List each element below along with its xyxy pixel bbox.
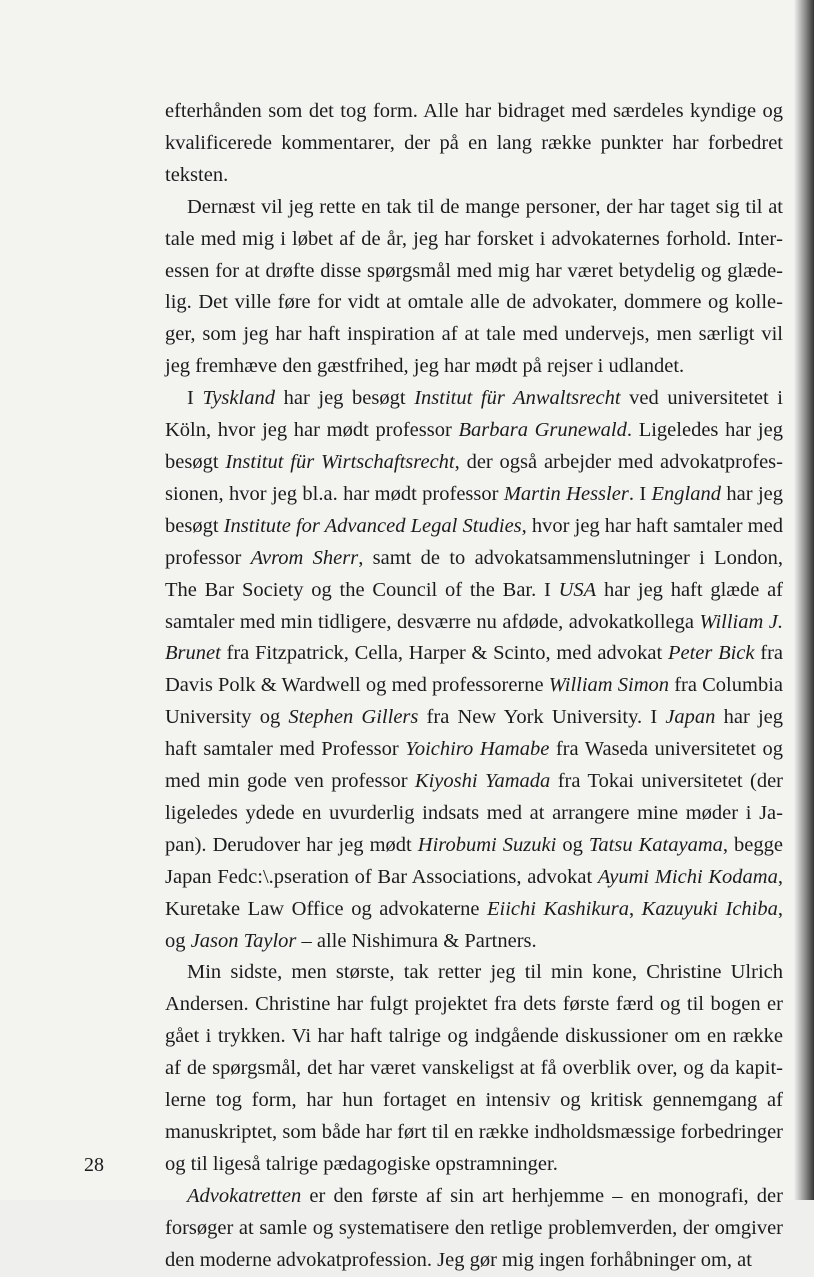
italic-term: Tyskland	[202, 387, 275, 410]
text-run: fra Fitzpatrick, Cella, Harper & Scinto, med advokat	[220, 642, 668, 665]
paragraph-3	[165, 383, 783, 957]
italic-term: Avrom Sherr	[250, 546, 359, 569]
text-run: fra Columbia University og	[165, 674, 783, 729]
text-run: , samt de to advokatsammenslutninger i London, The Bar Society og the Council of the Bar. I	[165, 546, 783, 601]
text-run: har jeg haft glæde af samtaler med min tidligere, desværre nu afdøde, advokatkollega	[165, 578, 783, 633]
text-run: ved universitetet i Köln, hvor jeg har mødt professor	[165, 387, 783, 442]
italic-term: Ayumi Michi Kodama	[597, 865, 778, 888]
italic-term: William J. Brunet	[165, 610, 783, 665]
text-run: er den første af sin art herhjemme – en monografi, der forsøger at samle og systematisere den retlige problemverden, der omgiver den moderne advokatprofession. Jeg gør mig ingen forhåbninger om, at	[165, 1184, 783, 1271]
italic-term: Institut für Anwaltsrecht	[414, 387, 621, 410]
body-text	[165, 96, 783, 1277]
paragraph-2	[165, 192, 783, 383]
text-run: efterhånden som det tog form. Alle har bidraget med særdeles kyndige og kvalificerede kommentarer, der på en lang række punkter har forbedret teksten.	[165, 100, 783, 186]
paragraph-5	[165, 1181, 783, 1277]
italic-term: USA	[558, 578, 597, 601]
text-run: Min sidste, men største, tak retter jeg til min kone, Christine Ulrich Andersen. Christine har fulgt projektet fra dets første færd og til bogen er gået i trykken. Vi har haft talrige og indgående diskussioner om en række af de spørgsmål, det har været vanskeligst at få overblik over, og da kapitlerne tog form, har hun fortaget en intensiv og kritisk gennemgang af manuskriptet, som både har ført til en række indholdsmæssige forbedringer og til ligeså talrige pædagogiske opstramninger.	[165, 961, 783, 1175]
text-run: – alle Nishimura & Partners.	[296, 929, 537, 952]
italic-term: Yoichiro Hamabe	[405, 738, 550, 761]
paragraph-1	[165, 96, 783, 192]
italic-term: Institut für Wirtschaftsrecht	[225, 450, 455, 473]
page-number: 28	[84, 1154, 104, 1176]
italic-term: Japan	[665, 706, 716, 729]
italic-term: William Simon	[548, 674, 670, 697]
text-run: fra Davis Polk & Wardwell og med professorerne	[165, 642, 783, 697]
italic-term: Kazuyuki Ichiba	[641, 897, 778, 920]
text-run: ,	[628, 897, 642, 920]
text-run: har jeg besøgt	[274, 387, 415, 410]
text-run: har jeg haft samtaler med Professor	[165, 706, 783, 761]
italic-term: Advokatretten	[187, 1184, 302, 1207]
text-run: , der også arbejder med advokatprofessionen, hvor jeg bl.a. har mødt professor	[165, 450, 783, 505]
italic-term: Eiichi Kashikura	[487, 897, 629, 920]
text-run: fra Waseda universitetet og med min gode ven professor	[165, 738, 783, 793]
text-run: . I	[628, 482, 652, 505]
text-run: har jeg besøgt	[165, 482, 783, 537]
page-edge-shadow	[794, 0, 814, 1200]
text-run: , og	[165, 897, 783, 952]
paragraph-4	[165, 957, 783, 1180]
italic-term: Hirobumi Suzuki	[417, 833, 557, 856]
italic-term: Institute for Advanced Legal Studies	[223, 514, 522, 537]
italic-term: Tatsu Katayama	[588, 833, 723, 856]
italic-term: Kiyoshi Yamada	[414, 770, 551, 793]
text-run: , Kuretake Law Office og advokaterne	[165, 865, 783, 920]
text-run: fra Tokai universitetet (der ligeledes ydede en uvurderlig indsats med at arrangere mine møder i Japan). Derudover har jeg mødt	[165, 770, 783, 856]
text-run: Dernæst vil jeg rette en tak til de mange personer, der har taget sig til at tale med mig i løbet af de år, jeg har forsket i advokaternes forhold. Interessen for at drøfte disse spørgsmål med mig har været betydelig og glædelig. Det ville føre for vidt at omtale alle de advokater, dommere og kolleger, som jeg har haft inspiration af at tale med undervejs, men særligt vil jeg fremhæve den gæstfrihed, jeg har mødt på rejser i udlandet.	[165, 195, 783, 378]
text-run: og	[556, 833, 589, 856]
italic-term: Barbara Grunewald	[458, 419, 627, 442]
italic-term: Stephen Gillers	[288, 706, 419, 729]
italic-term: Jason Taylor	[190, 929, 297, 952]
text-run: , hvor jeg har haft samtaler med professor	[165, 514, 783, 569]
text-run: I	[187, 387, 203, 410]
italic-term: England	[651, 482, 721, 505]
text-run: , begge Japan Fedc:\.pseration of Bar Associations, advokat	[165, 833, 784, 888]
text-run: . Ligeledes har jeg besøgt	[165, 419, 783, 473]
italic-term: Peter Bick	[667, 642, 755, 665]
text-run: fra New York University. I	[418, 706, 666, 729]
italic-term: Martin Hessler	[503, 482, 629, 505]
